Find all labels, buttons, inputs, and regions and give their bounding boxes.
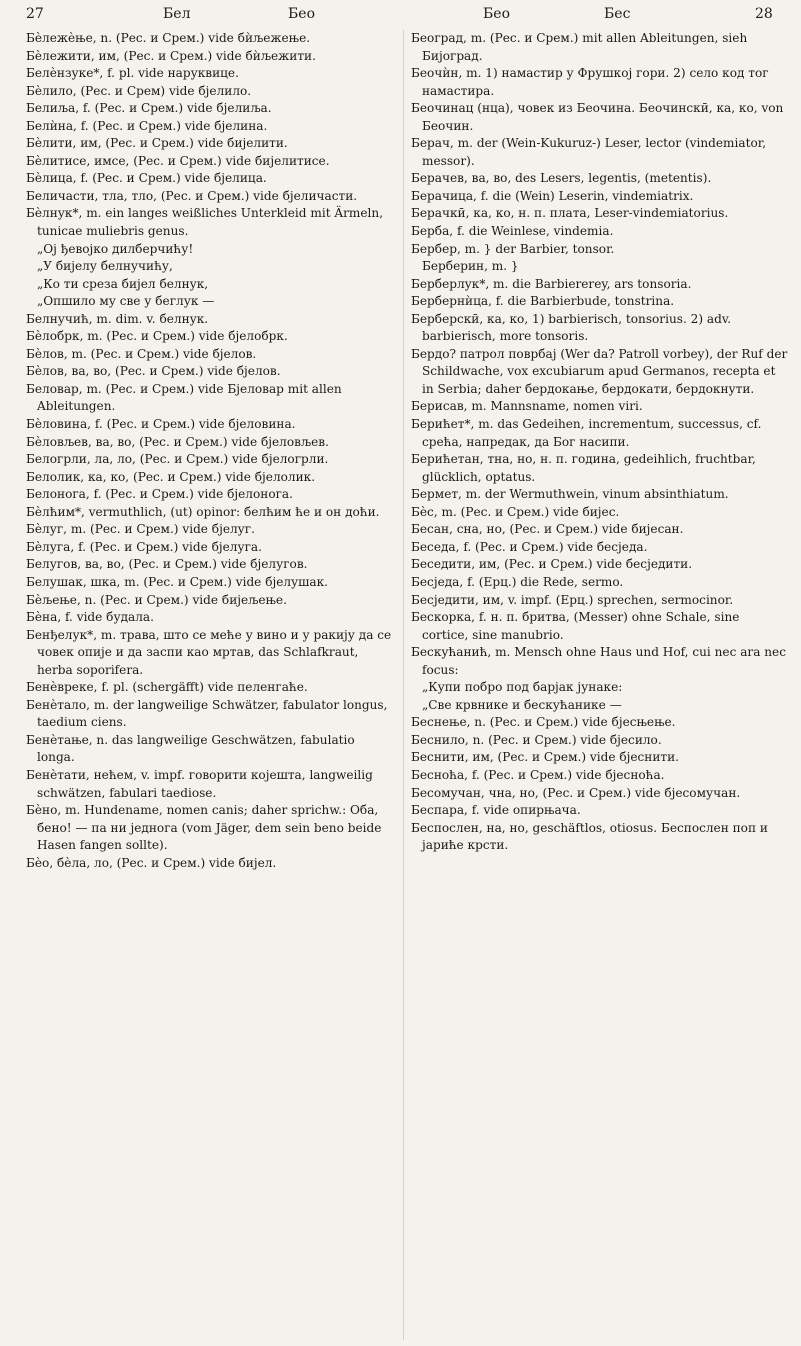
dictionary-entry: Бѐо, бѐла, ло, (Рес. и Срем.) vide бијел.: [26, 855, 277, 870]
dictionary-entry: Бѐс, m. (Рес. и Срем.) vide бијес.: [411, 504, 620, 519]
dictionary-entry: Бѐловина, f. (Рес. и Срем.) vide бјеловина.: [26, 417, 296, 432]
dictionary-entry: Белѐнзуке*, f. pl. vide наруквице.: [26, 66, 239, 81]
dictionary-entry: Београд, m. (Рес. и Срем.) mit allen Ableitungen, sieh Бијоград.: [411, 31, 748, 63]
guide-word-right-second: Бес: [604, 6, 631, 22]
dictionary-entry: Бѐлило, (Рес. и Срем) vide бјелило.: [26, 83, 252, 98]
dictionary-entry: Бѐна, f. vide будала.: [26, 610, 154, 625]
dictionary-entry: Беснење, n. (Рес. и Срем.) vide бјесњење.: [411, 715, 676, 730]
dictionary-entry: Беседа, f. (Рес. и Срем.) vide бесједа.: [411, 539, 648, 554]
dictionary-entry: Берићетан, тна, но, н. п. година, gedeihlich, fruchtbar, glücklich, optatus.: [411, 452, 756, 484]
dictionary-entry: Бенѐтало, m. der langweilige Schwätzer, fabulator longus, taedium ciens.: [26, 697, 388, 730]
dictionary-entry: Бѐлежити, им, (Рес. и Срем.) vide бѝљежити.: [26, 48, 316, 63]
dictionary-entry: Бѐлов, ва, во, (Рес. и Срем.) vide бјелов.: [26, 364, 281, 379]
dictionary-entry: Берачица, f. die (Wein) Leserin, vindemiatrix.: [411, 188, 694, 203]
dictionary-entry: Берачкӣ, ка, ко, н. п. плата, Leser-vindemiatorius.: [411, 206, 729, 221]
dictionary-entry: Бескорка, f. н. п. бритва, (Messer) ohne Schale, sine cortice, sine manubrio.: [411, 610, 740, 642]
dictionary-entry: Бенѐтати, нећем, v. impf. говорити којешта, langweilig schwätzen, fabulari taediose.: [26, 767, 373, 800]
dictionary-entry: Бѐлобрк, m. (Рес. и Срем.) vide бјелобрк.: [26, 329, 288, 344]
dictionary-entry: Беснoћа, f. (Рес. и Срем.) vide бјеснoћа.: [411, 767, 665, 782]
guide-word-right-first: Бео: [483, 6, 511, 22]
dictionary-entry: Бескућанић, m. Mensch ohne Haus und Hof, cui nec ara nec focus: „Купи побро под барјак јунаке: „Све крвнике и бескућанике —: [411, 645, 786, 712]
dictionary-entry: Берач, m. der (Wein-Kukuruz-) Leser, lector (vindemiator, messor).: [411, 136, 767, 168]
dictionary-entry: Бѐлица, f. (Рес. и Срем.) vide бјелица.: [26, 171, 267, 186]
dictionary-entry: Бѐлуга, f. (Рес. и Срем.) vide бјелуга.: [26, 539, 262, 554]
dictionary-entry: Белѝна, f. (Рес. и Срем.) vide бјелина.: [26, 118, 268, 133]
dictionary-entry: Бѐлнук*, m. ein langes weißliches Unterkleid mit Ärmeln, tunicae muliebris genus. „Ој ђевојко дилберчићу! „У бијелу белнучићу, „Ко ти среза бијел белнук, „Опшило му све у беглук —: [26, 206, 384, 309]
dictionary-entry: Бесан, сна, но, (Рес. и Срем.) vide бијесан.: [411, 522, 684, 537]
column-divider: [403, 30, 404, 1340]
guide-word-left-first: Бел: [163, 6, 191, 22]
right-column: [411, 30, 789, 855]
right-page-mark: 28: [755, 6, 773, 22]
dictionary-entry: Бенѐвреке, f. pl. (schergäfft) vide пеленгаће.: [26, 680, 308, 695]
dictionary-entry: Бербер, m. } der Barbier, tonsor. Берберин, m. }: [411, 241, 615, 274]
dictionary-entry: Бѐлити, им, (Рес. и Срем.) vide бијелити.: [26, 136, 288, 151]
dictionary-entry: Бѐлћим*, vermuthlich, (ut) opinor: белћим ће и он доћи.: [26, 504, 380, 519]
dictionary-entry: Бѐловљев, ва, во, (Рес. и Срем.) vide бјеловљев.: [26, 434, 329, 449]
dictionary-entry: Бѐлежѐње, n. (Рес. и Срем.) vide бѝљежење.: [26, 31, 311, 45]
dictionary-entry: Бесједа, f. (Ерц.) die Rede, sermo.: [411, 574, 624, 589]
dictionary-entry: Бѐно, m. Hundename, nomen canis; daher sprichw.: Оба, бено! — па ни једнога (vom Jäger, dem sein beno beide Hasen fangen sollte).: [26, 803, 382, 853]
dictionary-entry: Белиља, f. (Рес. и Срем.) vide бјелиља.: [26, 101, 272, 116]
dictionary-entry: Бербернѝца, f. die Barbierbude, tonstrina.: [411, 294, 675, 309]
running-header: [0, 2, 801, 28]
dictionary-entry: Бѐлитисе, имсе, (Рес. и Срем.) vide бијелитисе.: [26, 153, 330, 168]
dictionary-entry: Бенѐтање, n. das langweilige Geschwätzen, fabulatio longa.: [26, 732, 355, 765]
dictionary-entry: Берберскӣ, ка, ко, 1) barbierisch, tonsorius. 2) adv. barbierisch, more tonsoris.: [411, 311, 732, 344]
dictionary-entry: Берисав, m. Mannsname, nomen viri.: [411, 399, 643, 414]
dictionary-entry: Бесједити, им, v. impf. (Ерц.) sprechen, sermocinor.: [411, 592, 734, 607]
dictionary-entry: Беснити, им, (Рес. и Срем.) vide бјеснити.: [411, 750, 679, 765]
dictionary-entry: Белугов, ва, во, (Рес. и Срем.) vide бјелугов.: [26, 557, 308, 572]
dictionary-entry: Бердо? патрол поврбај (Wer da? Patroll vorbey), der Ruf der Schildwache, vox excubiarum apud Germanos, recepta et in Serbia; daher бердокање, бердокати, бердокнути.: [411, 346, 788, 396]
dictionary-entry: Бѐлов, m. (Рес. и Срем.) vide бјелов.: [26, 346, 257, 361]
dictionary-entry: Беочѝн, m. 1) намастир у Фрушкој гори. 2) село код тог намастира.: [411, 66, 769, 98]
dictionary-entry: Беличасти, тла, тло, (Рес. и Срем.) vide бјеличасти.: [26, 188, 358, 203]
page-number: 27: [26, 6, 44, 22]
dictionary-entry: Беловар, m. (Рес. и Срем.) vide Бјеловар mit allen Ableitungen.: [26, 381, 342, 414]
dictionary-entry: Берберлук*, m. die Barbiererey, ars tonsoria.: [411, 276, 692, 291]
dictionary-entry: Беседити, им, (Рес. и Срем.) vide бесједити.: [411, 557, 693, 572]
dictionary-entry: Беспослен, на, но, geschäftlos, otiosus. Беспослен поп и јариће крсти.: [411, 820, 768, 853]
dictionary-entry: Беспара, f. vide опирњача.: [411, 803, 581, 818]
dictionary-entry: Бѐлуг, m. (Рес. и Срем.) vide бјелуг.: [26, 522, 255, 537]
dictionary-entry: Берићет*, m. das Gedeihen, incrementum, successus, cf. срећа, напредак, да Бог насипи.: [411, 417, 762, 449]
left-column: [26, 30, 396, 872]
dictionary-entry: Беснило, n. (Рес. и Срем.) vide бјесило.: [411, 732, 662, 747]
dictionary-entry: Бенђелук*, m. трава, што се мећe у вино и у ракију да се човек опије и да заспи као мртав, das Schlafkraut, herba soporifera.: [26, 627, 392, 677]
dictionary-entry: Берба, f. die Weinlese, vindemia.: [411, 224, 614, 239]
dictionary-entry: Белнучић, m. dim. v. белнук.: [26, 311, 209, 326]
dictionary-entry: Бѐљење, n. (Рес. и Срем.) vide бијељење.: [26, 592, 287, 607]
guide-word-left-second: Бео: [288, 6, 316, 22]
dictionary-entry: Берачев, ва, во, des Lesers, legentis, (metentis).: [411, 171, 712, 186]
dictionary-entry: Белолик, ка, ко, (Рес. и Срем.) vide бјелолик.: [26, 469, 316, 484]
dictionary-entry: Беочинац (нца), човек из Беочина. Беочинскӣ, ка, ко, von Беочин.: [411, 101, 784, 133]
dictionary-entry: Бесомучан, чна, но, (Рес. и Срем.) vide бјесомучан.: [411, 785, 741, 800]
dictionary-entry: Белогрли, ла, ло, (Рес. и Срем.) vide бјелогрли.: [26, 452, 329, 467]
dictionary-entry: Белушак, шка, m. (Рес. и Срем.) vide бјелушак.: [26, 574, 329, 589]
dictionary-entry: Белоногa, f. (Рес. и Срем.) vide бјелонога.: [26, 487, 293, 502]
dictionary-entry: Бермет, m. der Wermuthwein, vinum absinthiatum.: [411, 487, 729, 502]
